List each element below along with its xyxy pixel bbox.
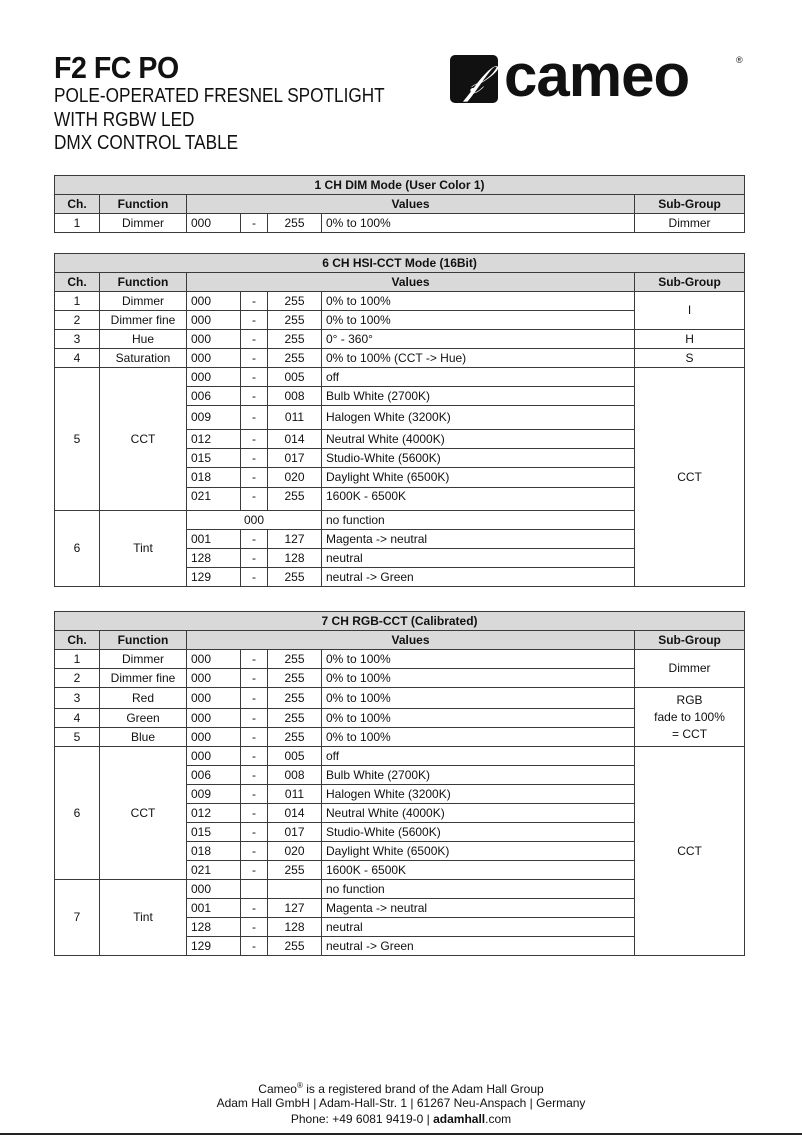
cell-to: 255 (268, 292, 322, 311)
col-header-ch: Ch. (55, 195, 100, 214)
cell-desc: 0% to 100% (322, 311, 635, 330)
cell-dash: - (241, 747, 268, 766)
cell-function: Red (100, 688, 187, 709)
cell-dash: - (241, 349, 268, 368)
cell-desc: Magenta -> neutral (322, 530, 635, 549)
cell-desc: 0% to 100% (322, 728, 635, 747)
cell-desc: neutral -> Green (322, 568, 635, 587)
table-1ch-dim (54, 175, 745, 233)
cell-desc: neutral (322, 549, 635, 568)
cell-to: 017 (268, 449, 322, 468)
cell-from: 000 (187, 688, 241, 709)
cell-from: 021 (187, 488, 241, 511)
logo-registered-mark: ® (736, 55, 743, 65)
subtitle-line-1: POLE-OPERATED FRESNEL SPOTLIGHT (54, 85, 385, 107)
cell-from: 012 (187, 430, 241, 449)
cell-ch: 4 (55, 709, 100, 728)
cell-dash: - (241, 766, 268, 785)
cell-to: 011 (268, 785, 322, 804)
table-row (55, 650, 745, 669)
cell-desc: neutral (322, 918, 635, 937)
cell-desc: Bulb White (2700K) (322, 766, 635, 785)
cell-dash: - (241, 214, 268, 233)
cell-dash: - (241, 709, 268, 728)
cell-desc: Neutral White (4000K) (322, 804, 635, 823)
cell-dash: - (241, 311, 268, 330)
cell-to: 014 (268, 804, 322, 823)
cell-from: 009 (187, 406, 241, 430)
table-row (55, 214, 745, 233)
cell-to: 255 (268, 728, 322, 747)
cell-to: 255 (268, 214, 322, 233)
cell-ch: 2 (55, 311, 100, 330)
cell-to: 127 (268, 899, 322, 918)
cell-desc: 0% to 100% (322, 669, 635, 688)
col-header-subgroup: Sub-Group (635, 195, 745, 214)
cameo-logo (450, 42, 743, 109)
cell-desc: off (322, 368, 635, 387)
cell-dash (241, 880, 268, 899)
cell-dash: - (241, 842, 268, 861)
cell-desc: Daylight White (6500K) (322, 842, 635, 861)
cell-to: 255 (268, 349, 322, 368)
table-row (55, 368, 745, 387)
cell-dash: - (241, 430, 268, 449)
col-header-values: Values (187, 631, 635, 650)
cell-from: 015 (187, 449, 241, 468)
cell-desc: 0% to 100% (CCT -> Hue) (322, 349, 635, 368)
cell-from: 018 (187, 842, 241, 861)
cell-from: 000 (187, 311, 241, 330)
subgroup-line: fade to 100% (654, 709, 725, 724)
col-header-subgroup: Sub-Group (635, 631, 745, 650)
table-row (55, 747, 745, 766)
cell-desc: 0% to 100% (322, 709, 635, 728)
col-header-function: Function (100, 195, 187, 214)
footer-contact-line (0, 1111, 802, 1127)
cell-dash: - (241, 861, 268, 880)
cell-desc: no function (322, 511, 635, 530)
table-caption: 1 CH DIM Mode (User Color 1) (55, 176, 745, 195)
cell-to: 005 (268, 368, 322, 387)
cell-subgroup: CCT (635, 368, 745, 587)
cell-from: 000 (187, 214, 241, 233)
cell-ch: 2 (55, 669, 100, 688)
cell-function: Tint (100, 880, 187, 956)
cell-ch: 5 (55, 728, 100, 747)
cell-dash: - (241, 468, 268, 488)
cell-dash: - (241, 387, 268, 406)
cell-from: 000 (187, 747, 241, 766)
cell-from: 128 (187, 549, 241, 568)
cell-from: 000 (187, 349, 241, 368)
cell-dash: - (241, 406, 268, 430)
cell-desc: Bulb White (2700K) (322, 387, 635, 406)
cell-function: Saturation (100, 349, 187, 368)
cell-function: CCT (100, 368, 187, 511)
cell-to: 020 (268, 468, 322, 488)
cell-to (268, 880, 322, 899)
cell-ch: 4 (55, 349, 100, 368)
cell-ch: 7 (55, 880, 100, 956)
cell-dash: - (241, 449, 268, 468)
cell-ch: 5 (55, 368, 100, 511)
cell-to: 011 (268, 406, 322, 430)
cell-from: 000 (187, 669, 241, 688)
cell-function: Dimmer (100, 292, 187, 311)
cell-to: 255 (268, 330, 322, 349)
cell-dash: - (241, 728, 268, 747)
cell-desc: Neutral White (4000K) (322, 430, 635, 449)
cell-from: 000 (187, 650, 241, 669)
cell-to: 008 (268, 387, 322, 406)
cell-desc: Halogen White (3200K) (322, 785, 635, 804)
col-header-ch: Ch. (55, 273, 100, 292)
subgroup-line: RGB (676, 692, 703, 707)
cell-dash: - (241, 823, 268, 842)
cell-desc: no function (322, 880, 635, 899)
cell-from: 128 (187, 918, 241, 937)
col-header-ch: Ch. (55, 631, 100, 650)
cell-ch: 1 (55, 292, 100, 311)
cell-from: 000 (187, 292, 241, 311)
bottom-divider (0, 1133, 802, 1135)
cell-to: 255 (268, 311, 322, 330)
cell-dash: - (241, 918, 268, 937)
cell-from: 000 (187, 880, 241, 899)
table-row (55, 349, 745, 368)
cell-function: Blue (100, 728, 187, 747)
cell-from: 009 (187, 785, 241, 804)
cell-dash: - (241, 549, 268, 568)
cell-desc: 1600K - 6500K (322, 861, 635, 880)
col-header-subgroup: Sub-Group (635, 273, 745, 292)
cell-from: 018 (187, 468, 241, 488)
cell-dash: - (241, 937, 268, 956)
footer-registered-mark: ® (296, 1081, 303, 1090)
cell-dash: - (241, 368, 268, 387)
cell-desc: Halogen White (3200K) (322, 406, 635, 430)
cell-function: Dimmer fine (100, 669, 187, 688)
table-row (55, 330, 745, 349)
cell-desc: 0% to 100% (322, 292, 635, 311)
cell-ch: 1 (55, 214, 100, 233)
cell-to: 127 (268, 530, 322, 549)
col-header-function: Function (100, 273, 187, 292)
table-6ch-hsi-cct (54, 253, 745, 587)
cell-ch: 1 (55, 650, 100, 669)
cell-desc: neutral -> Green (322, 937, 635, 956)
model-title: F2 FC PO (54, 50, 179, 85)
table-row (55, 292, 745, 311)
cell-dash: - (241, 785, 268, 804)
cell-from: 012 (187, 804, 241, 823)
cell-dash: - (241, 530, 268, 549)
cell-to: 017 (268, 823, 322, 842)
subtitle-line-2: WITH RGBW LED (54, 109, 195, 131)
table-7ch-rgb-cct (54, 611, 745, 956)
cell-to: 255 (268, 861, 322, 880)
footer-address: Adam Hall GmbH | Adam-Hall-Str. 1 | 61267 Neu-Anspach | Germany (216, 1096, 586, 1110)
cell-from: 000 (187, 330, 241, 349)
cell-function: Tint (100, 511, 187, 587)
cell-function: Dimmer fine (100, 311, 187, 330)
cell-desc: 0% to 100% (322, 214, 635, 233)
cell-subgroup (635, 688, 745, 747)
cell-desc: Daylight White (6500K) (322, 468, 635, 488)
cell-dash: - (241, 669, 268, 688)
cell-to: 128 (268, 918, 322, 937)
col-header-values: Values (187, 273, 635, 292)
subtitle-line-3: DMX CONTROL TABLE (54, 132, 239, 154)
cell-desc: 0° - 360° (322, 330, 635, 349)
cell-to: 255 (268, 488, 322, 511)
footer-phone: Phone: +49 6081 9419-0 | (290, 1112, 434, 1126)
footer-website-tld[interactable]: .com (485, 1112, 512, 1126)
footer-brand-text: is a registered brand of the Adam Hall Group (302, 1082, 544, 1096)
cell-dash: - (241, 804, 268, 823)
cell-desc: 0% to 100% (322, 688, 635, 709)
cell-function: CCT (100, 747, 187, 880)
table-caption: 6 CH HSI-CCT Mode (16Bit) (55, 254, 745, 273)
footer-brand-name: Cameo (258, 1082, 297, 1096)
cell-from: 021 (187, 861, 241, 880)
cell-to: 255 (268, 669, 322, 688)
cell-function: Dimmer (100, 214, 187, 233)
cell-dash: - (241, 488, 268, 511)
cell-desc: Magenta -> neutral (322, 899, 635, 918)
cell-dash: - (241, 568, 268, 587)
cell-subgroup: Dimmer (635, 214, 745, 233)
table-caption: 7 CH RGB-CCT (Calibrated) (55, 612, 745, 631)
cell-function: Green (100, 709, 187, 728)
cell-from: 129 (187, 568, 241, 587)
cell-to: 014 (268, 430, 322, 449)
cell-ch: 3 (55, 330, 100, 349)
cell-to: 128 (268, 549, 322, 568)
cell-from: 000 (187, 368, 241, 387)
cell-dash: - (241, 330, 268, 349)
cell-subgroup: I (635, 292, 745, 330)
cell-from: 015 (187, 823, 241, 842)
cell-desc: Studio-White (5600K) (322, 449, 635, 468)
cell-to: 255 (268, 688, 322, 709)
cell-dash: - (241, 650, 268, 669)
cell-function: Hue (100, 330, 187, 349)
cell-subgroup: H (635, 330, 745, 349)
cell-to: 008 (268, 766, 322, 785)
cell-dash: - (241, 899, 268, 918)
cell-ch: 6 (55, 511, 100, 587)
cameo-logo-wordmark: cameo (504, 42, 690, 109)
cell-subgroup: CCT (635, 747, 745, 956)
cell-desc: 0% to 100% (322, 650, 635, 669)
cell-from: 001 (187, 530, 241, 549)
cell-desc: off (322, 747, 635, 766)
cell-subgroup: Dimmer (635, 650, 745, 688)
table-row (55, 688, 745, 709)
cell-function: Dimmer (100, 650, 187, 669)
cell-from: 006 (187, 387, 241, 406)
cell-desc: 1600K - 6500K (322, 488, 635, 511)
cell-to: 005 (268, 747, 322, 766)
cell-to: 255 (268, 937, 322, 956)
cell-from: 000 (187, 709, 241, 728)
cell-from: 000 (187, 728, 241, 747)
cell-dash: - (241, 688, 268, 709)
cameo-logo-mark-icon: 𝒻 (450, 55, 498, 103)
cell-single-value: 000 (187, 511, 322, 530)
col-header-function: Function (100, 631, 187, 650)
cell-to: 255 (268, 709, 322, 728)
col-header-values: Values (187, 195, 635, 214)
cell-subgroup: S (635, 349, 745, 368)
cell-desc: Studio-White (5600K) (322, 823, 635, 842)
cell-dash: - (241, 292, 268, 311)
cell-from: 001 (187, 899, 241, 918)
footer-website-bold[interactable]: adamhall (433, 1112, 486, 1126)
cell-from: 129 (187, 937, 241, 956)
cell-to: 255 (268, 650, 322, 669)
cell-ch: 3 (55, 688, 100, 709)
subgroup-line: = CCT (672, 726, 708, 741)
cell-to: 020 (268, 842, 322, 861)
cell-from: 006 (187, 766, 241, 785)
cell-to: 255 (268, 568, 322, 587)
cell-ch: 6 (55, 747, 100, 880)
